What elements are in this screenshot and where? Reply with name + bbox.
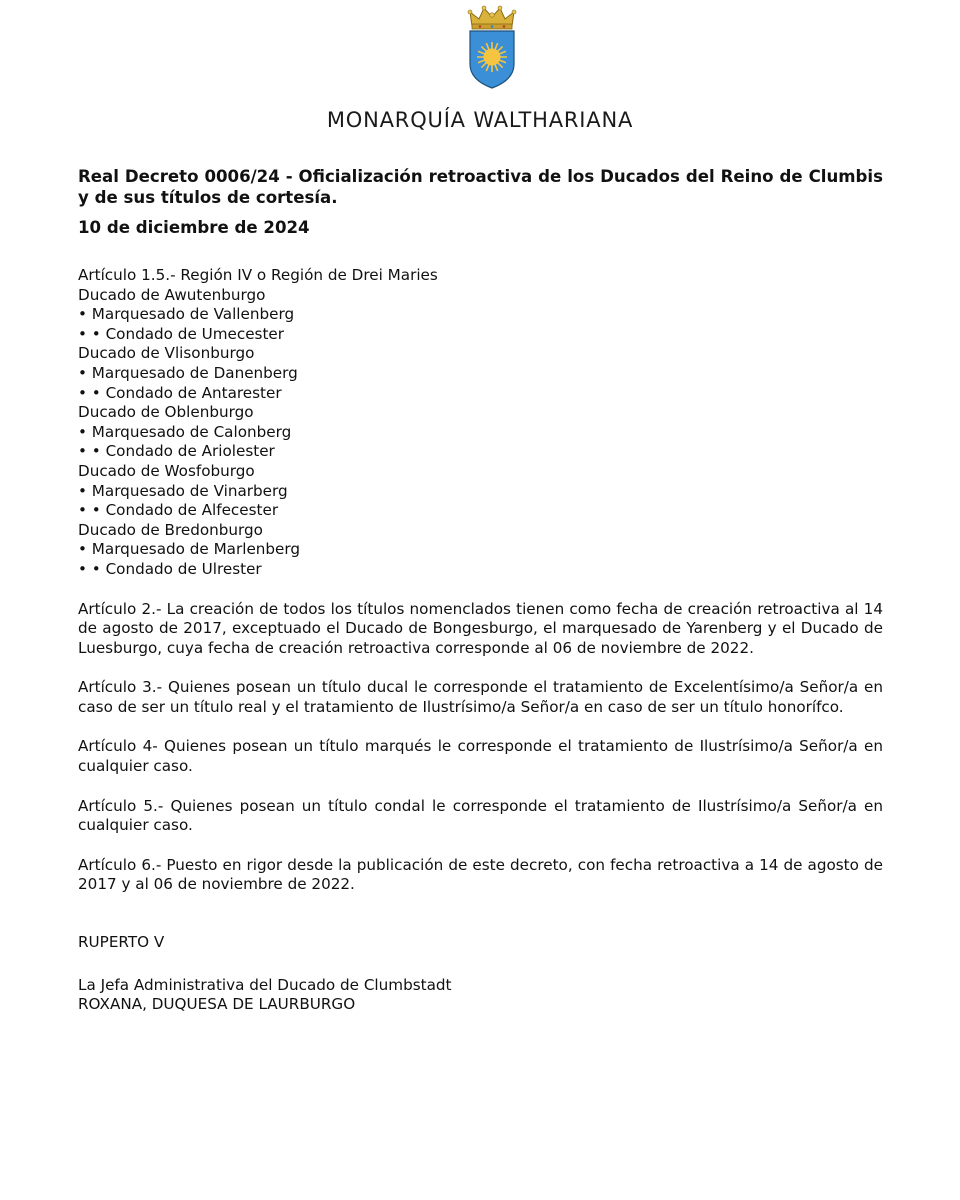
title-line: • Marquesado de Calonberg [78,422,292,441]
title-line: • Marquesado de Vinarberg [78,481,288,500]
article-1-heading: Artículo 1.5.- Región IV o Región de Drei Maries [78,266,438,284]
title-line: Ducado de Wosfoburgo [78,461,255,480]
article-2: Artículo 2.- La creación de todos los títulos nomenclados tienen como fecha de creación retroactiva al 14 de agosto de 2017, exceptuado el Ducado de Bongesburgo, el marquesado de Yarenberg y el Ducado de Luesburgo, cuya fecha de creación retroactiva corresponde al 06 de noviembre de 2022. [78,599,883,657]
organization-title: MONARQUÍA WALTHARIANA [326,108,634,132]
article-4: Artículo 4- Quienes posean un título marqués le corresponde el tratamiento de Ilustrísimo/a Señor/a en cualquier caso. [78,737,883,776]
decree-title: Real Decreto 0006/24 - Oficialización retroactiva de los Ducados del Reino de Clumbis y de sus títulos de cortesía. [78,167,883,207]
title-line: Ducado de Vlisonburgo [78,344,255,363]
title-line: • • Condado de Ariolester [78,442,275,461]
crowned-shield-sun-icon [466,4,518,90]
title-line: • Marquesado de Marlenberg [78,540,301,559]
administrator-signature [78,976,883,1015]
sun-icon [477,42,507,72]
title-line: • Marquesado de Danenberg [78,363,298,382]
title-line: • • Condado de Alfecester [78,501,279,520]
title-line: Ducado de Awutenburgo [78,285,266,304]
crown-icon [468,6,516,29]
title-line: • • Condado de Antarester [78,383,282,402]
title-line: Ducado de Bredonburgo [78,520,263,539]
administrator-name: ROXANA, DUQUESA DE LAURBURGO [78,995,356,1014]
article-5: Artículo 5.- Quienes posean un título condal le corresponde el tratamiento de Ilustrísimo/a Señor/a en cualquier caso. [78,796,883,835]
shield-icon [470,31,514,88]
article-6: Artículo 6.- Puesto en rigor desde la publicación de este decreto, con fecha retroactiva a 14 de agosto de 2017 y al 06 de noviembre de 2022. [78,855,883,894]
decree-body [78,166,883,1015]
monarch-signature: RUPERTO V [78,933,165,952]
title-line: Ducado de Oblenburgo [78,403,254,422]
decree-date: 10 de diciembre de 2024 [78,218,310,237]
title-line: • • Condado de Ulrester [78,559,262,578]
title-line: • • Condado de Umecester [78,324,285,343]
administrator-role: La Jefa Administrativa del Ducado de Clumbstadt [78,975,452,994]
title-line: • Marquesado de Vallenberg [78,305,295,324]
article-3: Artículo 3.- Quienes posean un título ducal le corresponde el tratamiento de Excelentísimo/a Señor/a en caso de ser un título real y el tratamiento de Ilustrísimo/a Señor/a en caso de ser un título honorífco. [78,678,883,716]
article-1 [78,266,883,580]
